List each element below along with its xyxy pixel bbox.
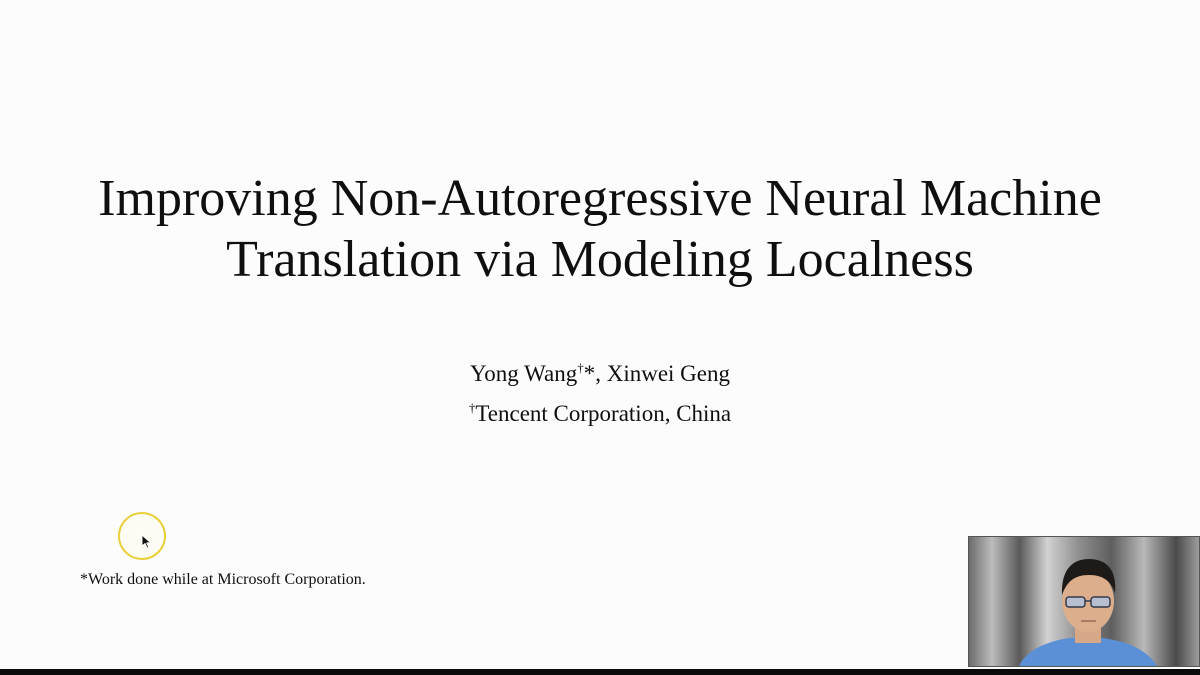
author-1-star-mark: *: [583, 361, 596, 386]
author-list: [0, 359, 1200, 389]
mouse-pointer-icon: [141, 534, 153, 550]
footnote: *Work done while at Microsoft Corporation.: [80, 571, 366, 588]
slide-title: [0, 168, 1200, 290]
presenter-webcam-video: [968, 536, 1200, 667]
affiliation-text: Tencent Corporation, China: [475, 401, 732, 426]
slide-title-line-2: Translation via Modeling Localness: [226, 231, 974, 288]
presenter-figure: [969, 537, 1199, 666]
author-1-affiliation-mark: †: [577, 360, 584, 375]
slide-title-line-1: Improving Non-Autoregressive Neural Machine: [98, 170, 1102, 227]
affiliation: [0, 399, 1200, 429]
author-name-1: Yong Wang: [470, 361, 578, 386]
affiliation-mark: †: [468, 400, 476, 415]
bottom-black-bar: [0, 669, 1200, 675]
author-separator: ,: [595, 361, 607, 386]
author-name-2: Xinwei Geng: [606, 361, 730, 386]
